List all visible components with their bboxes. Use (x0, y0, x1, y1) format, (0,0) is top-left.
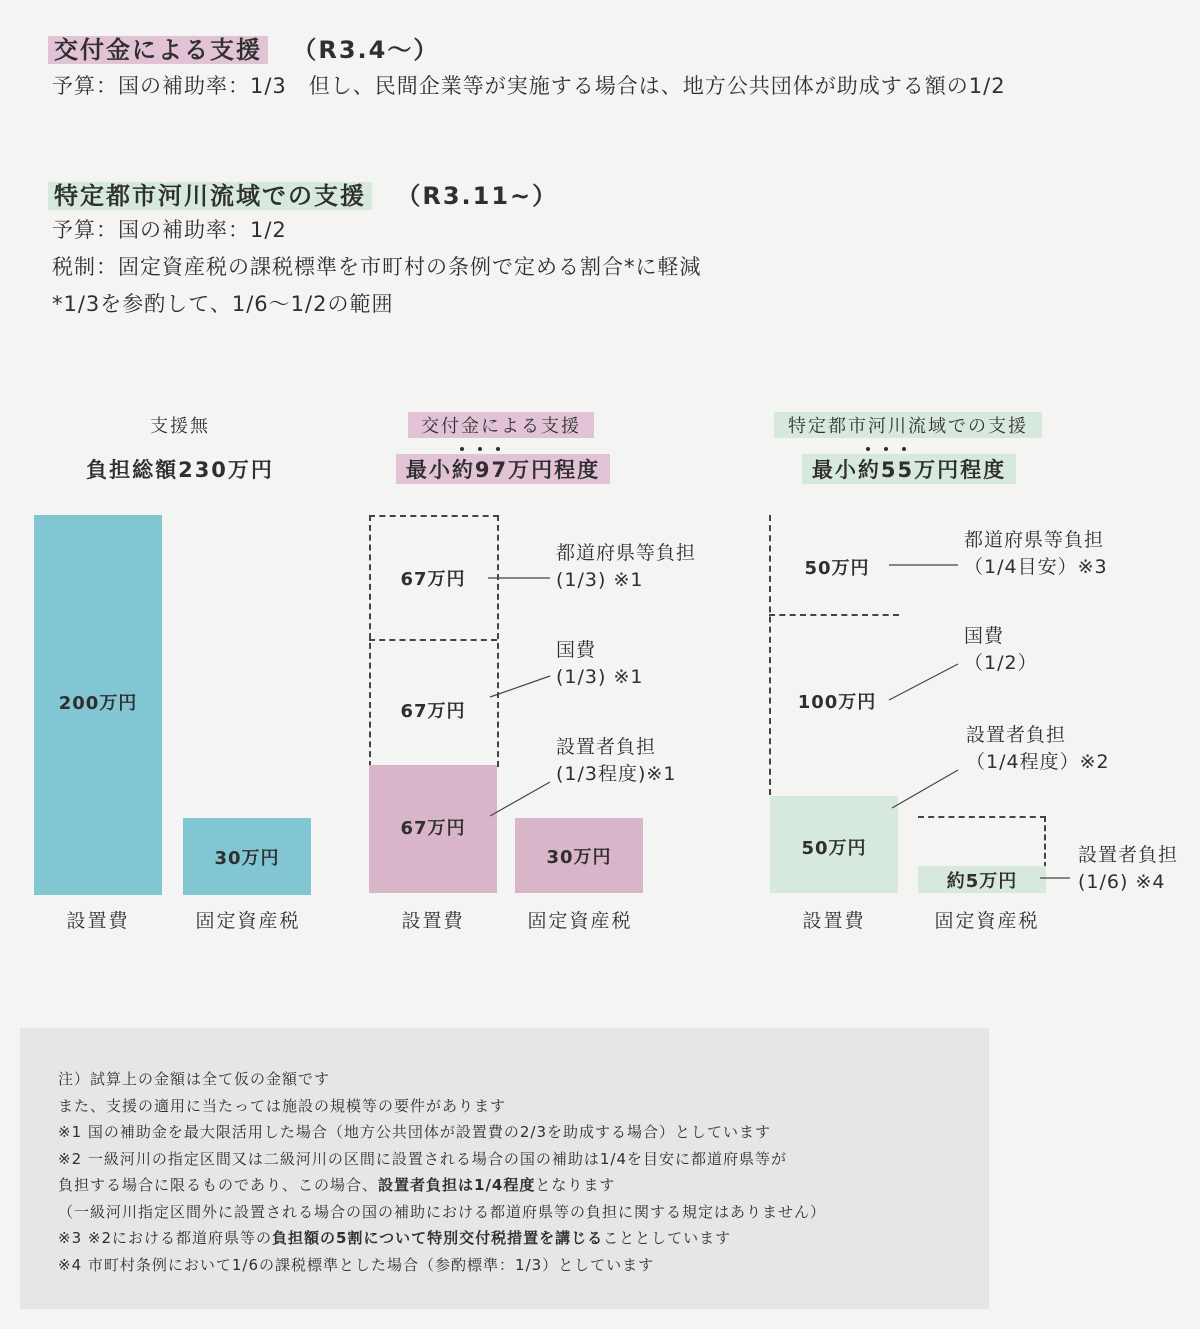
x-label-grant-tax: 固定資産税 (527, 910, 633, 932)
note-line: また、支援の適用に当たっては施設の規模等の要件があります (58, 1097, 507, 1115)
x-label-river-tax: 固定資産税 (934, 910, 1040, 932)
river-seg-top-value: 50万円 (804, 558, 870, 579)
river-ann-national-name: 国費 (964, 625, 1005, 647)
col-river-total: 最小約55万円程度 (802, 454, 1016, 484)
col-river-title: 特定都市河川流域での支援 (774, 412, 1042, 438)
note-text: こととしています (603, 1229, 732, 1247)
section2-title: 特定都市河川流域での支援 (48, 182, 372, 210)
note-text: 負担する場合に限るものであり、この場合、 (58, 1176, 379, 1194)
note-line: ※4 市町村条例において1/6の課税標準とした場合（参酌標準：1/3）としています (58, 1256, 655, 1274)
col-grant-title: 交付金による支援 (408, 412, 594, 438)
x-label-none-setup: 設置費 (66, 910, 130, 932)
note-emphasis: 負担額の5割について特別交付税措置を講じる (272, 1229, 604, 1247)
note-text: となります (535, 1176, 616, 1194)
col-grant-total: 最小約97万円程度 (396, 454, 610, 484)
x-label-grant-setup: 設置費 (401, 910, 465, 932)
grant-ann-prefecture-ratio: (1/3) ※1 (556, 569, 644, 591)
bar-none-tax-value: 30万円 (214, 847, 280, 869)
grant-ann-owner-ratio: (1/3程度)※1 (556, 763, 677, 785)
note-line: ※2 一級河川の指定区間又は二級河川の区間に設置される場合の国の補助は1/4を目安に都道府県等が (58, 1150, 788, 1168)
bar-river-setup-owner-value: 50万円 (801, 837, 867, 859)
note-line: 注）試算上の金額は全て仮の金額です (58, 1070, 331, 1088)
grant-seg-mid-value: 67万円 (400, 701, 466, 722)
section1-period: （R3.4〜） (292, 36, 440, 64)
river-ann-tax-owner-name: 設置者負担 (1078, 844, 1179, 866)
note-emphasis: 設置者負担は1/4程度 (378, 1176, 536, 1194)
note-line (58, 1174, 615, 1195)
section1-title: 交付金による支援 (48, 36, 268, 64)
x-label-none-tax: 固定資産税 (195, 910, 301, 932)
bar-grant-tax-value: 30万円 (546, 846, 612, 868)
note-line: ※1 国の補助金を最大限活用した場合（地方公共団体が設置費の2/3を助成する場合）としています (58, 1123, 772, 1141)
leader-line (490, 676, 550, 697)
river-ann-prefecture-name: 都道府県等負担 (964, 529, 1105, 551)
notes-box (20, 1028, 989, 1309)
leader-line (889, 664, 958, 700)
section2-note: *1/3を参酌して、1/6〜1/2の範囲 (52, 292, 394, 316)
river-ann-national-ratio: （1/2） (964, 652, 1038, 674)
grant-seg-top-value: 67万円 (400, 569, 466, 590)
river-ann-owner-name: 設置者負担 (966, 724, 1067, 746)
leader-line (490, 782, 550, 816)
note-text: ※3 ※2における都道府県等の (58, 1229, 272, 1247)
note-line: （一級河川指定区間外に設置される場合の国の補助における都道府県等の負担に関する規定はありません） (58, 1203, 827, 1221)
section2-period: （R3.11~） (396, 182, 559, 210)
bar-none-setup-value: 200万円 (58, 693, 138, 714)
col-none-total: 負担総額230万円 (86, 458, 274, 482)
grant-ann-national-ratio: (1/3) ※1 (556, 666, 644, 688)
leader-line (892, 770, 958, 808)
section1-budget: 予算：国の補助率：1/3 但し、民間企業等が実施する場合は、地方公共団体が助成する額の1/2 (52, 74, 1006, 98)
grant-ann-prefecture-name: 都道府県等負担 (556, 542, 697, 564)
bar-river-tax-value: 約5万円 (946, 870, 1018, 892)
bar-grant-setup-owner-value: 67万円 (400, 818, 466, 839)
grant-ann-national-name: 国費 (556, 639, 597, 661)
section2-tax: 税制：固定資産税の課税標準を市町村の条例で定める割合*に軽減 (52, 255, 702, 279)
river-ann-prefecture-ratio: （1/4目安）※3 (964, 556, 1108, 578)
section2-budget: 予算：国の補助率：1/2 (52, 218, 287, 242)
river-ann-tax-owner-ratio: (1/6) ※4 (1078, 871, 1166, 893)
grant-ann-owner-name: 設置者負担 (556, 736, 657, 758)
river-ann-owner-ratio: （1/4程度）※2 (966, 751, 1110, 773)
col-none-title: 支援無 (150, 416, 210, 437)
x-label-river-setup: 設置費 (802, 910, 866, 932)
note-line (58, 1227, 731, 1248)
river-seg-mid-value: 100万円 (797, 692, 877, 713)
